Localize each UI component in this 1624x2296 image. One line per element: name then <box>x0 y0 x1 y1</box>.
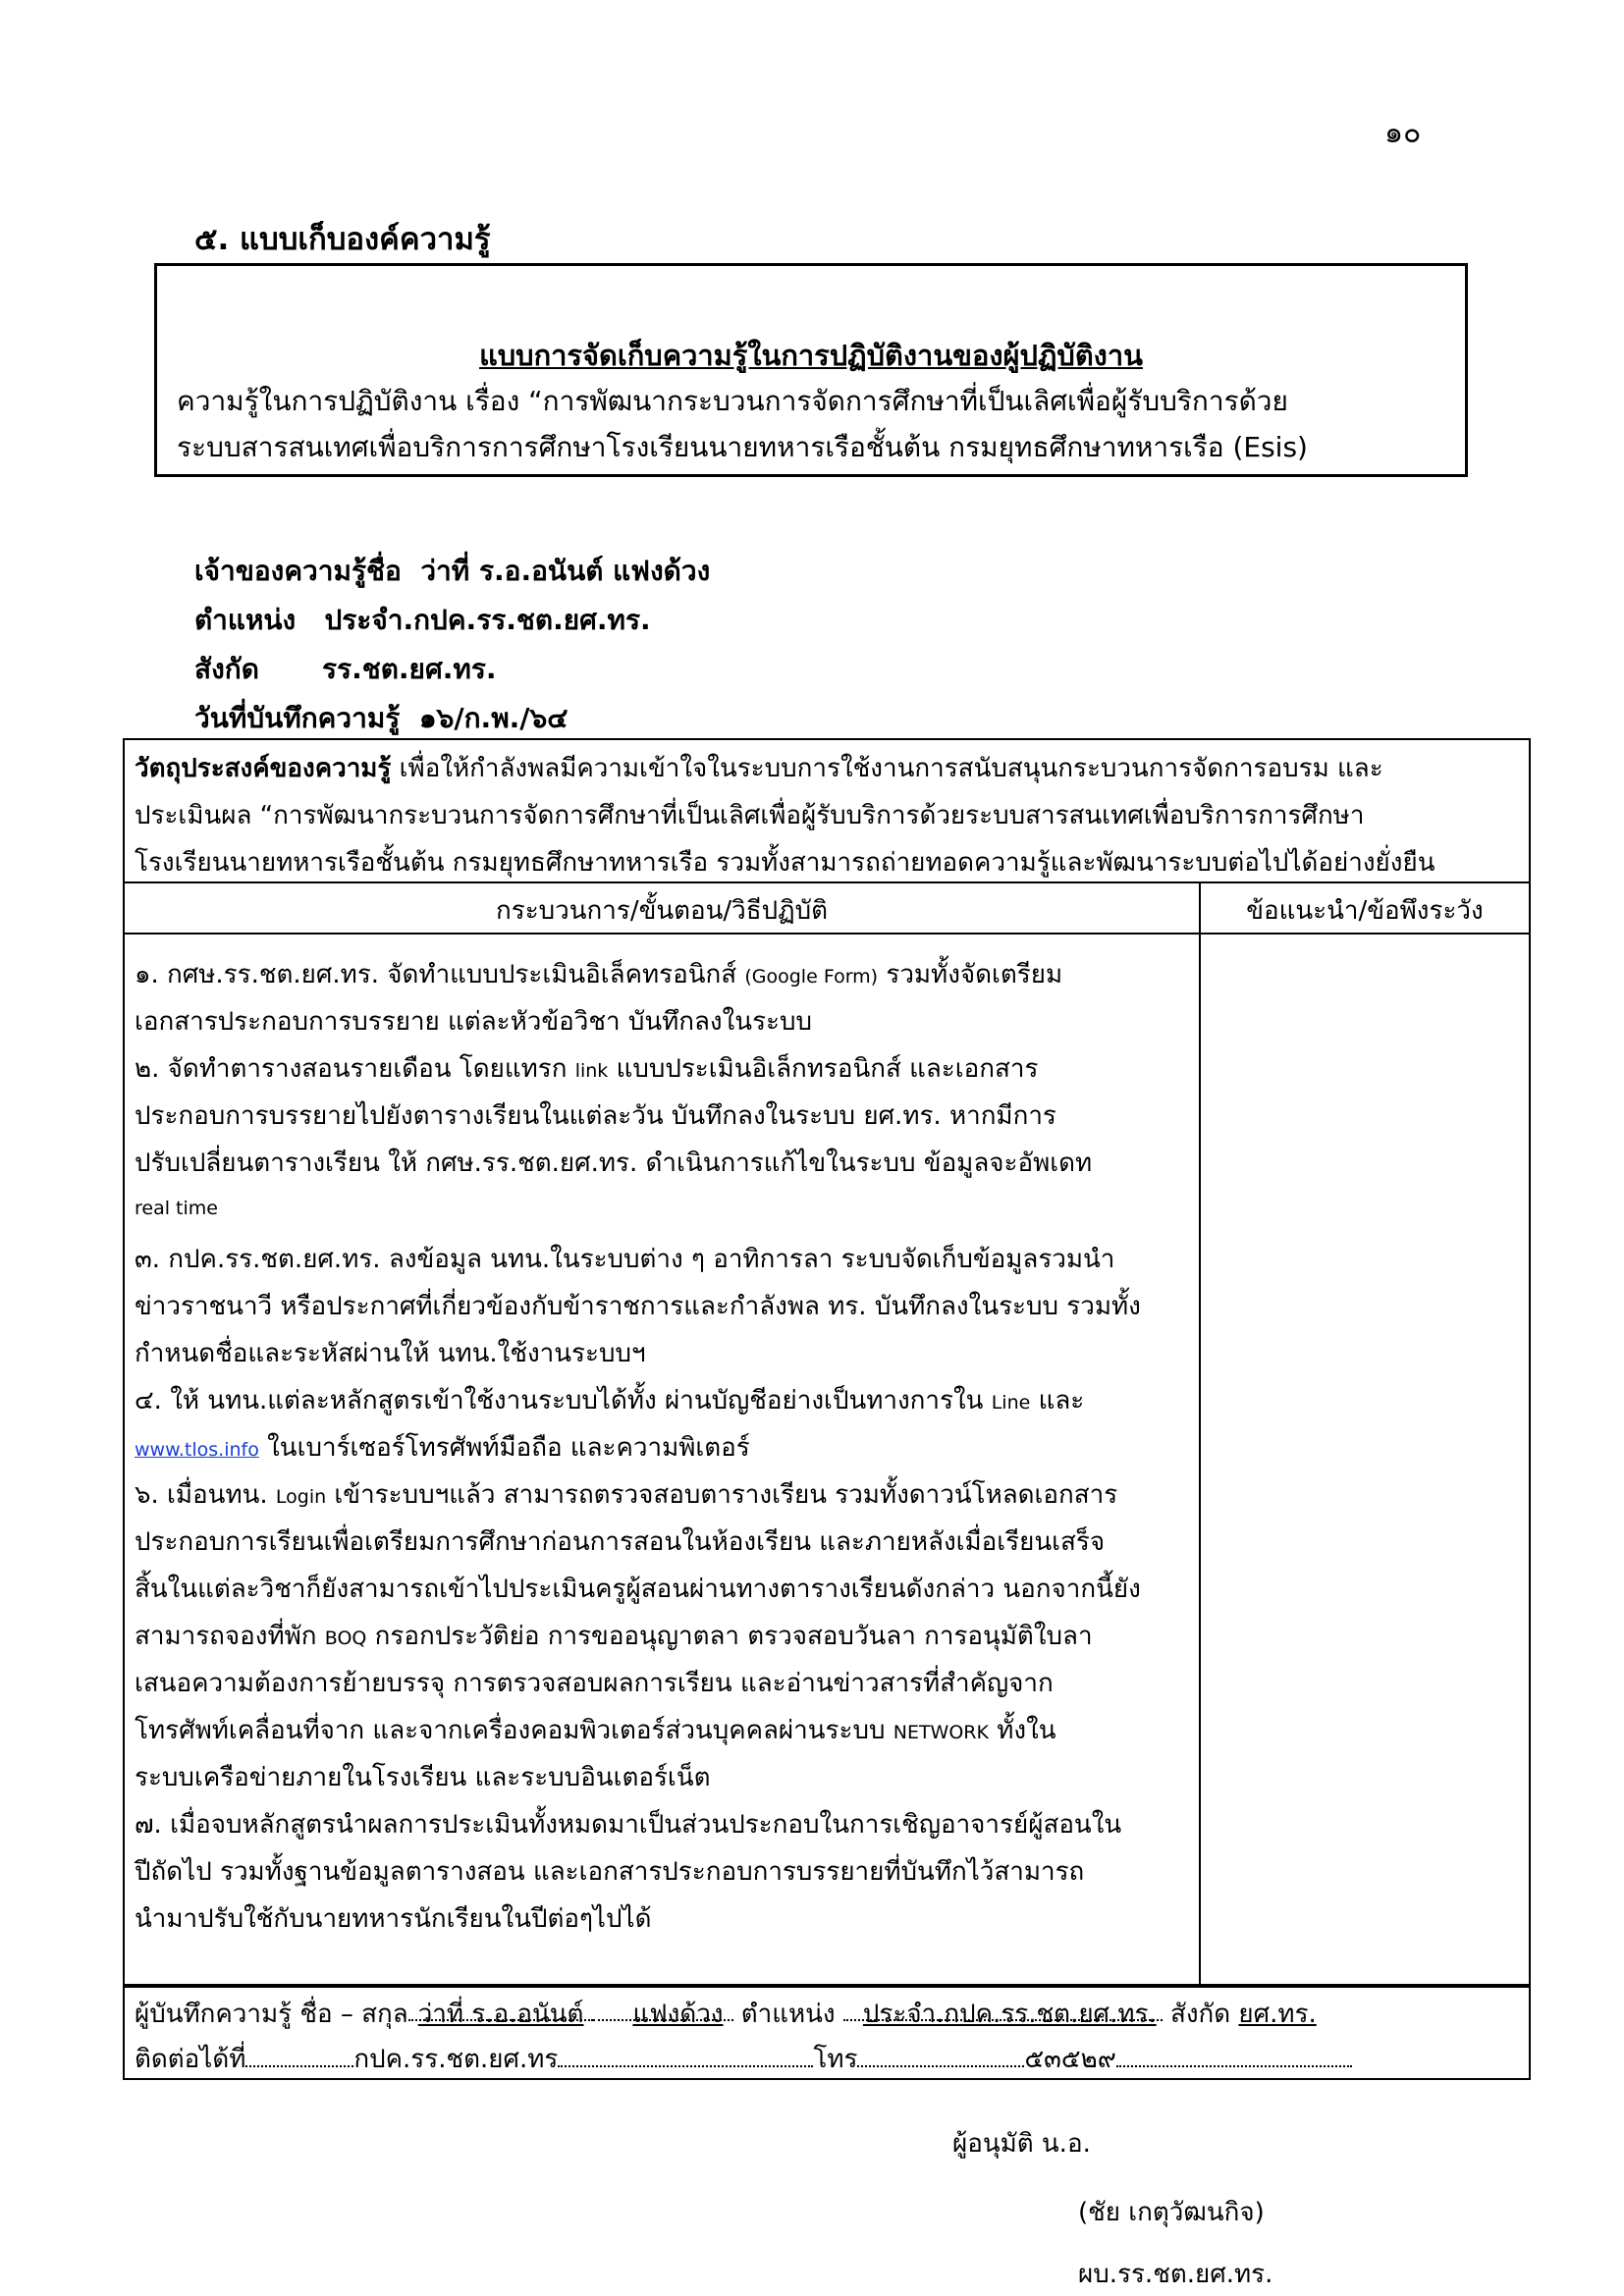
process-line: ประกอบการเรียนเพื่อเตรียมการศึกษาก่อนการสอนในห้องเรียน และภายหลังเมื่อเรียนเสร็จ <box>135 1527 1106 1557</box>
process-table <box>123 881 1531 1986</box>
unit-value: รร.ชต.ยศ.ทร. <box>322 653 497 685</box>
unit-label: สังกัด <box>194 653 259 685</box>
date-row <box>194 697 568 740</box>
unit-row <box>194 648 497 691</box>
objective-line-3: โรงเรียนนายทหารเรือชั้นต้น กรมยุทธศึกษาทหารเรือ รวมทั้งสามารถถ่ายทอดความรู้และพัฒนาระบบต่อไปได้อย่างยั่งยืน <box>135 848 1435 878</box>
objective-line-1: วัตถุประสงค์ของความรู้ เพื่อให้กำลังพลมีความเข้าใจในระบบการใช้งานการสนับสนุนกระบวนการจัดการอบรม และ <box>135 754 1383 783</box>
date-value: ๑๖/ก.พ./๖๔ <box>418 702 568 734</box>
recorder-box <box>123 1986 1531 2080</box>
recorder-label: ผู้บันทึกความรู้ ชื่อ – สกุล <box>135 2000 408 2029</box>
header-divider <box>125 933 1529 934</box>
process-line: สิ้นในแต่ละวิชาก็ยังสามารถเข้าไปประเมินครูผู้สอนผ่านทางตารางเรียนดังกล่าว นอกจากนี้ยัง <box>135 1575 1141 1604</box>
process-line: ๓. กปค.รร.ชต.ยศ.ทร. ลงข้อมูล นทน.ในระบบต่าง ๆ อาทิการลา ระบบจัดเก็บข้อมูลรวมนำ <box>135 1245 1115 1274</box>
process-column-header: กระบวนการ/ขั้นตอน/วิธีปฏิบัติ <box>495 896 828 926</box>
process-line: โทรศัพท์เคลื่อนที่จาก และจากเครื่องคอมพิวเตอร์ส่วนบุคคลผ่านระบบ NETWORK ทั้งใน <box>135 1716 1056 1745</box>
process-line: กำหนดชื่อและระหัสผ่านให้ นทน.ใช้งานระบบฯ <box>135 1339 646 1368</box>
recorder-unit-label: สังกัด <box>1169 2000 1231 2029</box>
contact-label: ติดต่อได้ที่ <box>135 2045 246 2074</box>
recorder-line-2 <box>135 2039 1352 2079</box>
process-line: ระบบเครือข่ายภายในโรงเรียน และระบบอินเตอร์เน็ต <box>135 1763 711 1792</box>
objective-line-2: ประเมินผล “การพัฒนากระบวนการจัดการศึกษาที่เป็นเลิศเพื่อผู้รับบริการด้วยระบบสารสนเทศเพื่อบริการการศึกษา <box>135 801 1365 830</box>
process-line: ข่าวราชนาวี หรือประกาศที่เกี่ยวข้องกับข้าราชการและกำลังพล ทร. บันทึกลงในระบบ รวมทั้ง <box>135 1292 1141 1321</box>
position-label: ตำแหน่ง <box>194 604 297 636</box>
recorder-surname: แฟงด้วง <box>593 1994 732 2021</box>
recorder-line-1 <box>135 1994 1317 2034</box>
form-subject-line-1: ความรู้ในการปฏิบัติงาน เรื่อง “การพัฒนากระบวนการจัดการศึกษาที่เป็นเลิศเพื่อผู้รับบริการด้วย <box>177 385 1288 417</box>
owner-row <box>194 550 710 593</box>
form-title-box <box>154 263 1468 477</box>
objective-label: วัตถุประสงค์ของความรู้ <box>135 754 392 783</box>
phone-label: โทร <box>813 2045 858 2074</box>
process-line: ๔. ให้ นทน.แต่ละหลักสูตรเข้าใช้งานระบบได้ทั้ง ผ่านบัญชีอย่างเป็นทางการใน Line และ <box>135 1386 1085 1415</box>
contact-value: กปค.รร.ชต.ยศ.ทร <box>353 2045 559 2074</box>
recorder-unit-value: ยศ.ทร. <box>1238 2000 1317 2029</box>
owner-value: ว่าที่ ร.อ.อนันต์ แฟงด้วง <box>420 555 711 587</box>
approver-label: ผู้อนุมัติ น.อ. <box>952 2129 1091 2159</box>
page-number: ๑๐ <box>1384 116 1422 150</box>
section-title: ๕. แบบเก็บองค์ความรู้ <box>194 222 491 257</box>
process-line: เอกสารประกอบการบรรยาย แต่ละหัวข้อวิชา บันทึกลงในระบบ <box>135 1007 813 1037</box>
position-row <box>194 599 651 642</box>
approver-name: (ชัย เกตุวัฒนกิจ) <box>1078 2198 1265 2227</box>
process-line: ๗. เมื่อจบหลักสูตรนำผลการประเมินทั้งหมดมาเป็นส่วนประกอบในการเชิญอาจารย์ผู้สอนใน <box>135 1810 1122 1840</box>
process-line: ๑. กศษ.รร.ชต.ยศ.ทร. จัดทำแบบประเมินอิเล็คทรอนิกส์ (Google Form) รวมทั้งจัดเตรียม <box>135 960 1063 989</box>
process-line: ปรับเปลี่ยนตารางเรียน ให้ กศษ.รร.ชต.ยศ.ทร. ดำเนินการแก้ไขในระบบ ข้อมูลจะอัพเดท <box>135 1148 1093 1178</box>
phone-value: ๕๓๕๒๙ <box>1024 2045 1116 2074</box>
column-divider <box>1199 883 1201 1984</box>
process-line: สามารถจองที่พัก BOQ กรอกประวัติย่อ การขออนุญาตลา ตรวจสอบวันลา การอนุมัติใบลา <box>135 1622 1093 1651</box>
recorder-position-label: ตำแหน่ง <box>740 2000 836 2029</box>
process-line: www.tlos.info ในเบาร์เซอร์โทรศัพท์มือถือ และความพิเตอร์ <box>135 1433 750 1463</box>
recorder-name: ว่าที่ ร.อ.อนันต์ <box>408 1994 594 2021</box>
process-line: real time <box>135 1198 218 1219</box>
position-value: ประจำ.กปค.รร.ชต.ยศ.ทร. <box>324 604 651 636</box>
owner-label: เจ้าของความรู้ชื่อ <box>194 555 402 587</box>
objective-box <box>123 738 1531 881</box>
website-link[interactable]: www.tlos.info <box>135 1439 259 1461</box>
process-line: ประกอบการบรรยายไปยังตารางเรียนในแต่ละวัน บันทึกลงในระบบ ยศ.ทร. หากมีการ <box>135 1101 1056 1131</box>
process-line: เสนอความต้องการย้ายบรรจุ การตรวจสอบผลการเรียน และอ่านข่าวสารที่สำคัญจาก <box>135 1669 1054 1698</box>
process-line: ๒. จัดทำตารางสอนรายเดือน โดยแทรก link แบบประเมินอิเล็กทรอนิกส์ และเอกสาร <box>135 1054 1039 1084</box>
process-line: นำมาปรับใช้กับนายทหารนักเรียนในปีต่อๆไปได้ <box>135 1904 652 1934</box>
process-line: ๖. เมื่อนทน. Login เข้าระบบฯแล้ว สามารถตรวจสอบตารางเรียน รวมทั้งดาวน์โหลดเอกสาร <box>135 1480 1118 1510</box>
form-title: แบบการจัดเก็บความรู้ในการปฏิบัติงานของผู้ปฏิบัติงาน <box>479 339 1143 372</box>
form-subject-line-2: ระบบสารสนเทศเพื่อบริการการศึกษาโรงเรียนนายทหารเรือชั้นต้น กรมยุทธศึกษาทหารเรือ (Esis) <box>177 431 1308 463</box>
recorder-position-value: ประจำ.กปค.รร.ชต.ยศ.ทร. <box>843 1994 1163 2021</box>
date-label: วันที่บันทึกความรู้ <box>194 702 401 734</box>
approver-title: ผบ.รร.ชต.ยศ.ทร. <box>1078 2260 1273 2289</box>
advice-column-header: ข้อแนะนำ/ข้อพึงระวัง <box>1246 896 1484 926</box>
process-line: ปีถัดไป รวมทั้งฐานข้อมูลตารางสอน และเอกสารประกอบการบรรยายที่บันทึกไว้สามารถ <box>135 1857 1085 1887</box>
